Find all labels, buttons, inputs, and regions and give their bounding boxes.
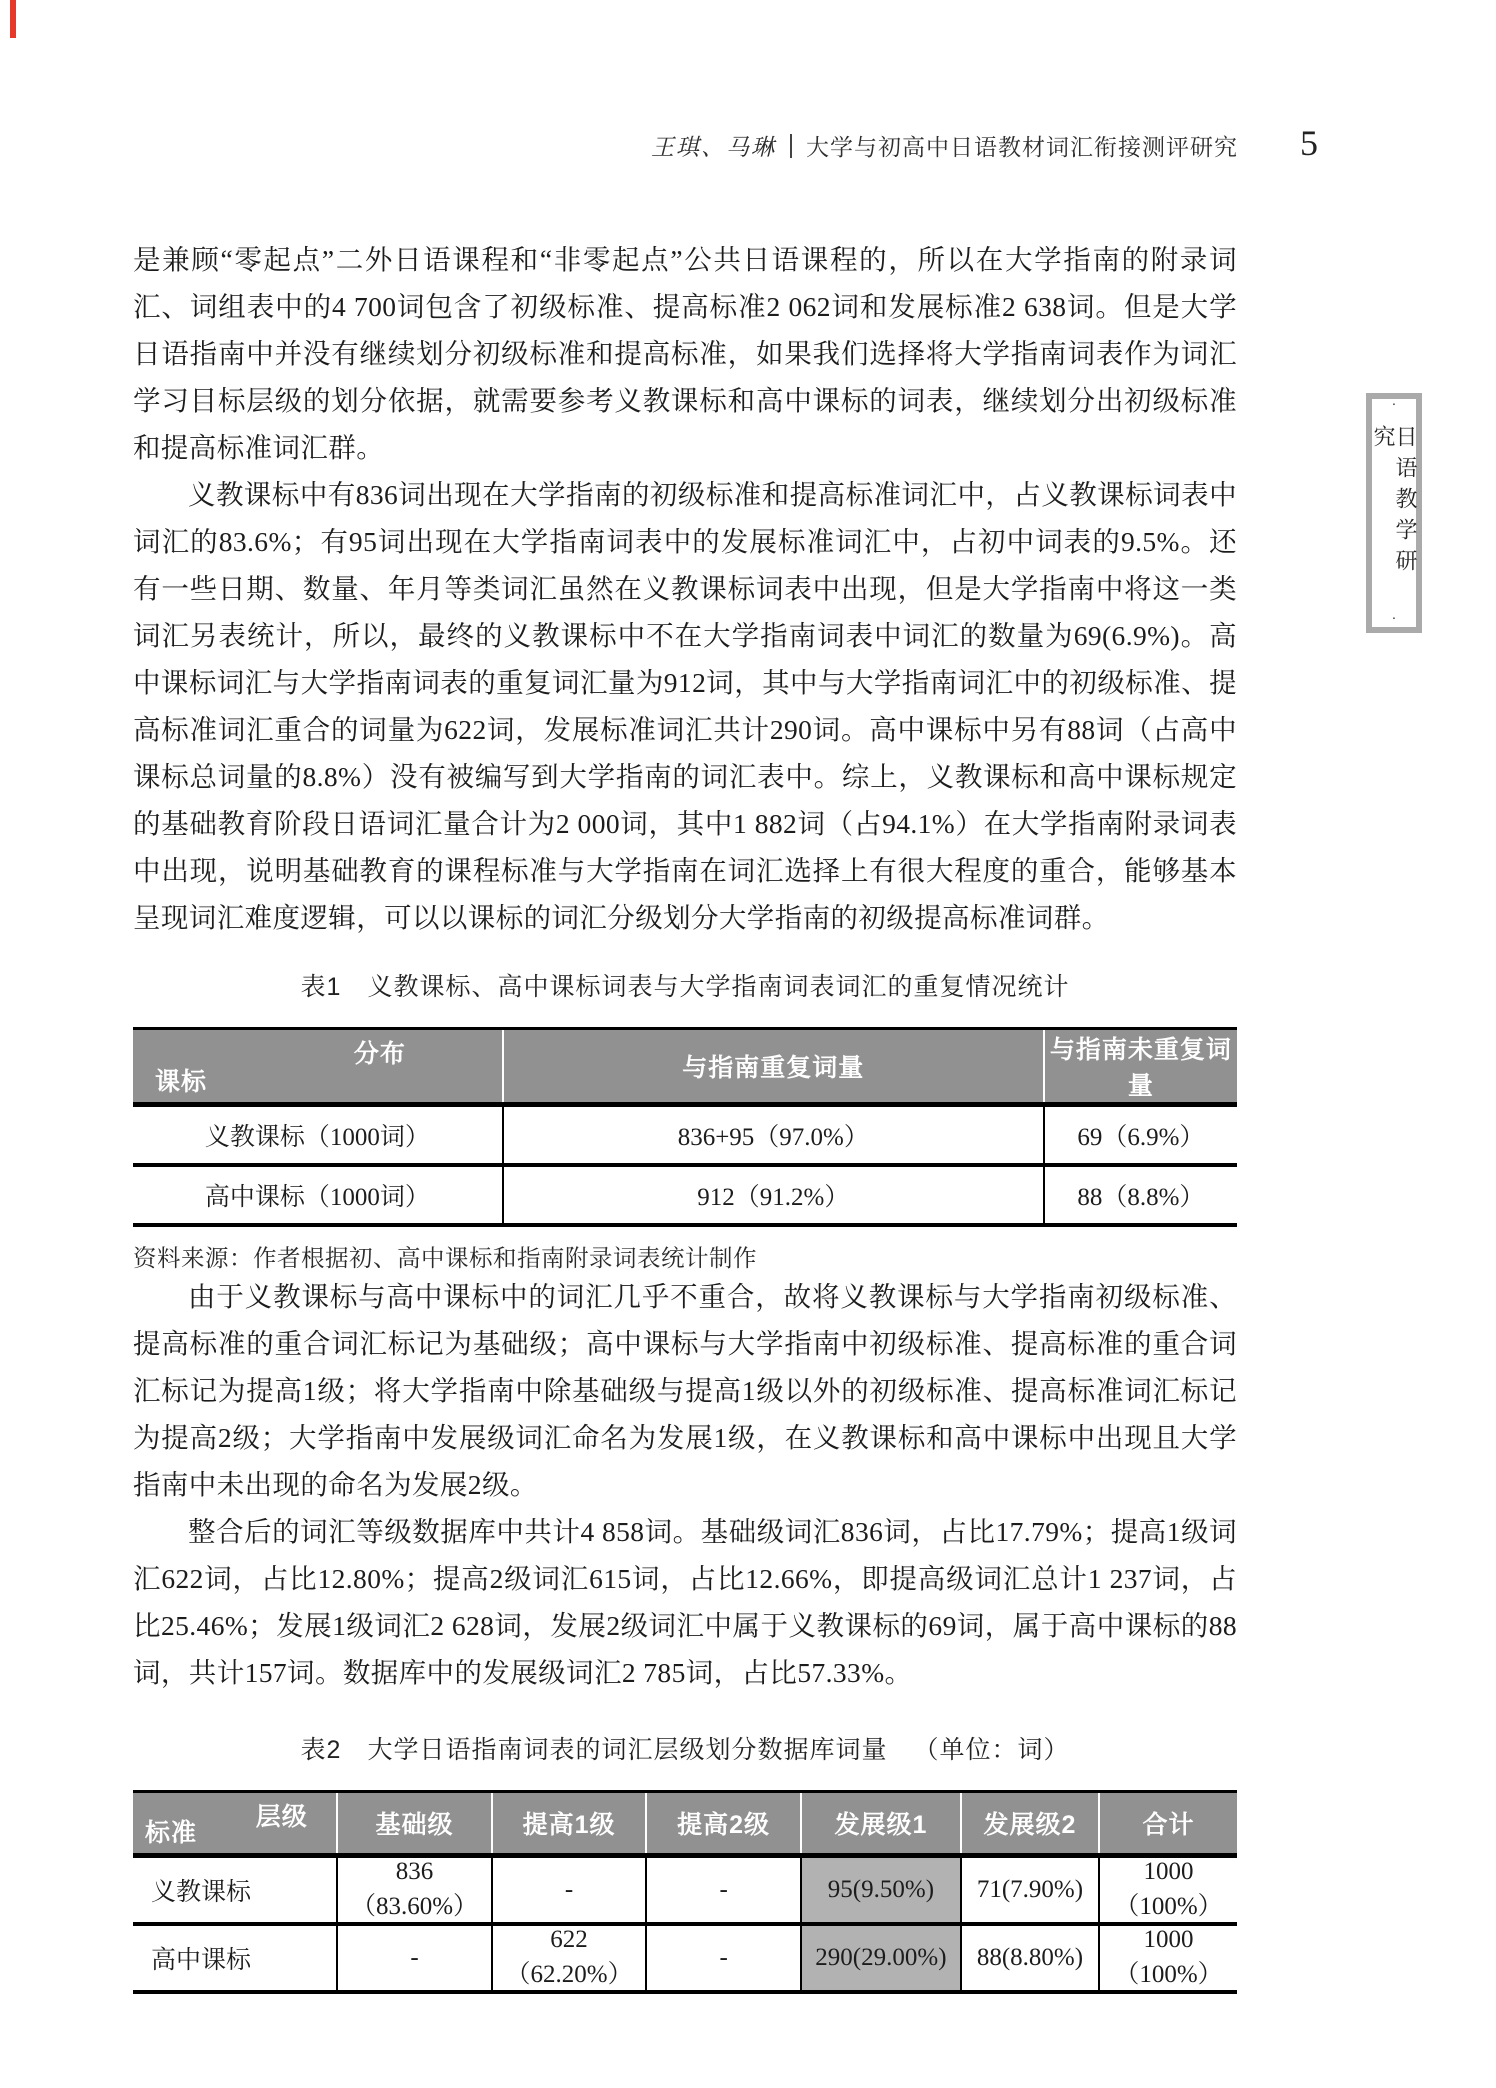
table2-row1-basic: 836（83.60%） [337,1856,492,1925]
page-number: 5 [1300,123,1318,163]
table1-header-row [133,1029,1237,1105]
table1-header-non-overlap: 与指南未重复词量 [1044,1029,1237,1105]
paragraph-1: 是兼顾“零起点”二外日语课程和“非零起点”公共日语课程的，所以在大学指南的附录词汇、词组表中的4 700词包含了初级标准、提高标准2 062词和发展标准2 638词。但是大学日语指南中并没有继续划分初级标准和提高标准，如果我们选择将大学指南词表作为词汇学习目标层级的划分依据，就需要参考义教课标和高中课标的词表，继续划分出初级标准和提高标准词汇群。 [133,244,1237,463]
table1-row2-label: 高中课标（1000词） [204,1184,430,1211]
table1-diagonal-top-label: 分布 [353,1040,406,1068]
table2-diagonal-bottom-label: 标准 [145,1819,198,1847]
paragraph-2: 义教课标中有836词出现在大学指南的初级标准和提高标准词汇中，占义教课标词表中词汇的83.6%；有95词出现在大学指南词表中的发展标准词汇中，占初中词表的9.5%。还有一些日期、数量、年月等类词汇虽然在义教课标词表中出现，但是大学指南中将这一类词汇另表统计，所以，最终的义教课标中不在大学指南词表中词汇的数量为69(6.9%)。高中课标词汇与大学指南词表的重复词汇量为912词，其中与大学指南词汇中的初级标准、提高标准词汇重合的词量为622词，发展标准词汇共计290词。高中课标中另有88词（占高中课标总词量的8.8%）没有被编写到大学指南的词汇表中。综上，义教课标和高中课标规定的基础教育阶段日语词汇量合计为2 000词，其中1 882词（占94.1%）在大学指南附录词表中出现，说明基础教育的课程标准与大学指南在词汇选择上有很大程度的重合，能够基本呈现词汇难度逻辑，可以以课标的词汇分级划分大学指南的初级提高标准词群。 [133,479,1237,933]
table1-row1-overlap: 836+95（97.0%） [503,1105,1044,1166]
table2-caption-unit: （单位：词） [913,1736,1070,1764]
section-label-dot-top: · [1391,398,1397,413]
table2-caption-title: 大学日语指南词表的词汇层级划分数据库词量 [367,1736,888,1764]
running-header [133,122,1318,164]
table2-row2-label: 高中课标 [151,1947,252,1974]
section-label-dot-bottom: · [1391,612,1397,627]
table1 [133,1027,1237,1227]
table1-source-note: 资料来源：作者根据初、高中课标和指南附录词表统计制作 [133,1246,757,1272]
table1-row2-overlap: 912（91.2%） [503,1165,1044,1225]
table1-header-overlap: 与指南重复词量 [503,1029,1044,1105]
table1-row2-non-overlap: 88（8.8%） [1044,1165,1237,1225]
table2-row2-total: 1000（100%） [1099,1924,1237,1992]
table1-caption-title: 义教课标、高中课标词表与大学指南词表词汇的重复情况统计 [367,973,1070,1001]
table2-header-adv1: 提高1级 [492,1792,647,1856]
table2-row1-adv1: - [492,1856,647,1925]
print-registration-mark [10,0,16,38]
article-body [133,236,1237,1994]
table1-diagonal-header-cell [133,1029,503,1105]
table2-header-adv2: 提高2级 [646,1792,801,1856]
table1-caption-label: 表1 [300,973,342,1001]
table2-caption [133,1730,1237,1766]
table2-row1-adv2: - [646,1856,801,1925]
section-label-text: 日语教学研究 [1371,425,1418,580]
paragraph-3: 由于义教课标与高中课标中的词汇几乎不重合，故将义教课标与大学指南初级标准、提高标准的重合词汇标记为基础级；高中课标与大学指南中初级标准、提高标准的重合词汇标记为提高1级；将大学指南中除基础级与提高1级以外的初级标准、提高标准词汇标记为提高2级；大学指南中发展级词汇命名为发展1级，在义教课标和高中课标中出现且大学指南中未出现的命名为发展2级。 [133,1281,1237,1500]
table2-header-basic: 基础级 [337,1792,492,1856]
table2-header-dev1: 发展级1 [801,1792,961,1856]
table2-header-total: 合计 [1099,1792,1237,1856]
table-row [133,1856,1237,1925]
table2-header-dev2: 发展级2 [961,1792,1099,1856]
table2 [133,1790,1237,1994]
table2-header-row [133,1792,1237,1856]
table-row [133,1165,1237,1225]
table2-row2-basic: - [337,1924,492,1992]
table2-diagonal-header-cell [133,1792,337,1856]
table2-row2-adv1: 622（62.20%） [492,1924,647,1992]
header-authors: 王琪、马琳 [651,135,776,160]
header-article-title: 大学与初高中日语教材词汇衔接测评研究 [806,134,1238,160]
table1-row1-label: 义教课标（1000词） [133,1105,503,1166]
paragraph-4: 整合后的词汇等级数据库中共计4 858词。基础级词汇836词，占比17.79%；提高1级词汇622词，占比12.80%；提高2级词汇615词，占比12.66%，即提高级词汇总计1 237词，占比25.46%；发展1级词汇2 628词，发展2级词汇中属于义教课标的69词，属于高中课标的88词，共计157词。数据库中的发展级词汇2 785词，占比57.33%。 [133,1516,1237,1688]
table1-diagonal-bottom-label: 课标 [155,1068,208,1096]
table2-row2-dev1: 290(29.00%) [801,1924,961,1992]
table1-caption [133,967,1237,1003]
table1-row1-non-overlap: 69（6.9%） [1044,1105,1237,1166]
table-row [133,1924,1237,1992]
table2-row1-label: 义教课标 [133,1856,337,1925]
table2-row2-adv2: - [646,1924,801,1992]
table2-row2-dev2: 88(8.80%) [961,1924,1099,1992]
header-divider [790,134,792,158]
column-section-label [1366,393,1422,633]
table2-caption-label: 表2 [300,1736,342,1764]
table2-row1-dev1: 95(9.50%) [801,1856,961,1925]
table2-row1-total: 1000（100%） [1099,1856,1237,1925]
table-row [133,1105,1237,1166]
table2-diagonal-top-label: 层级 [255,1803,308,1831]
table2-row1-dev2: 71(7.90%) [961,1856,1099,1925]
